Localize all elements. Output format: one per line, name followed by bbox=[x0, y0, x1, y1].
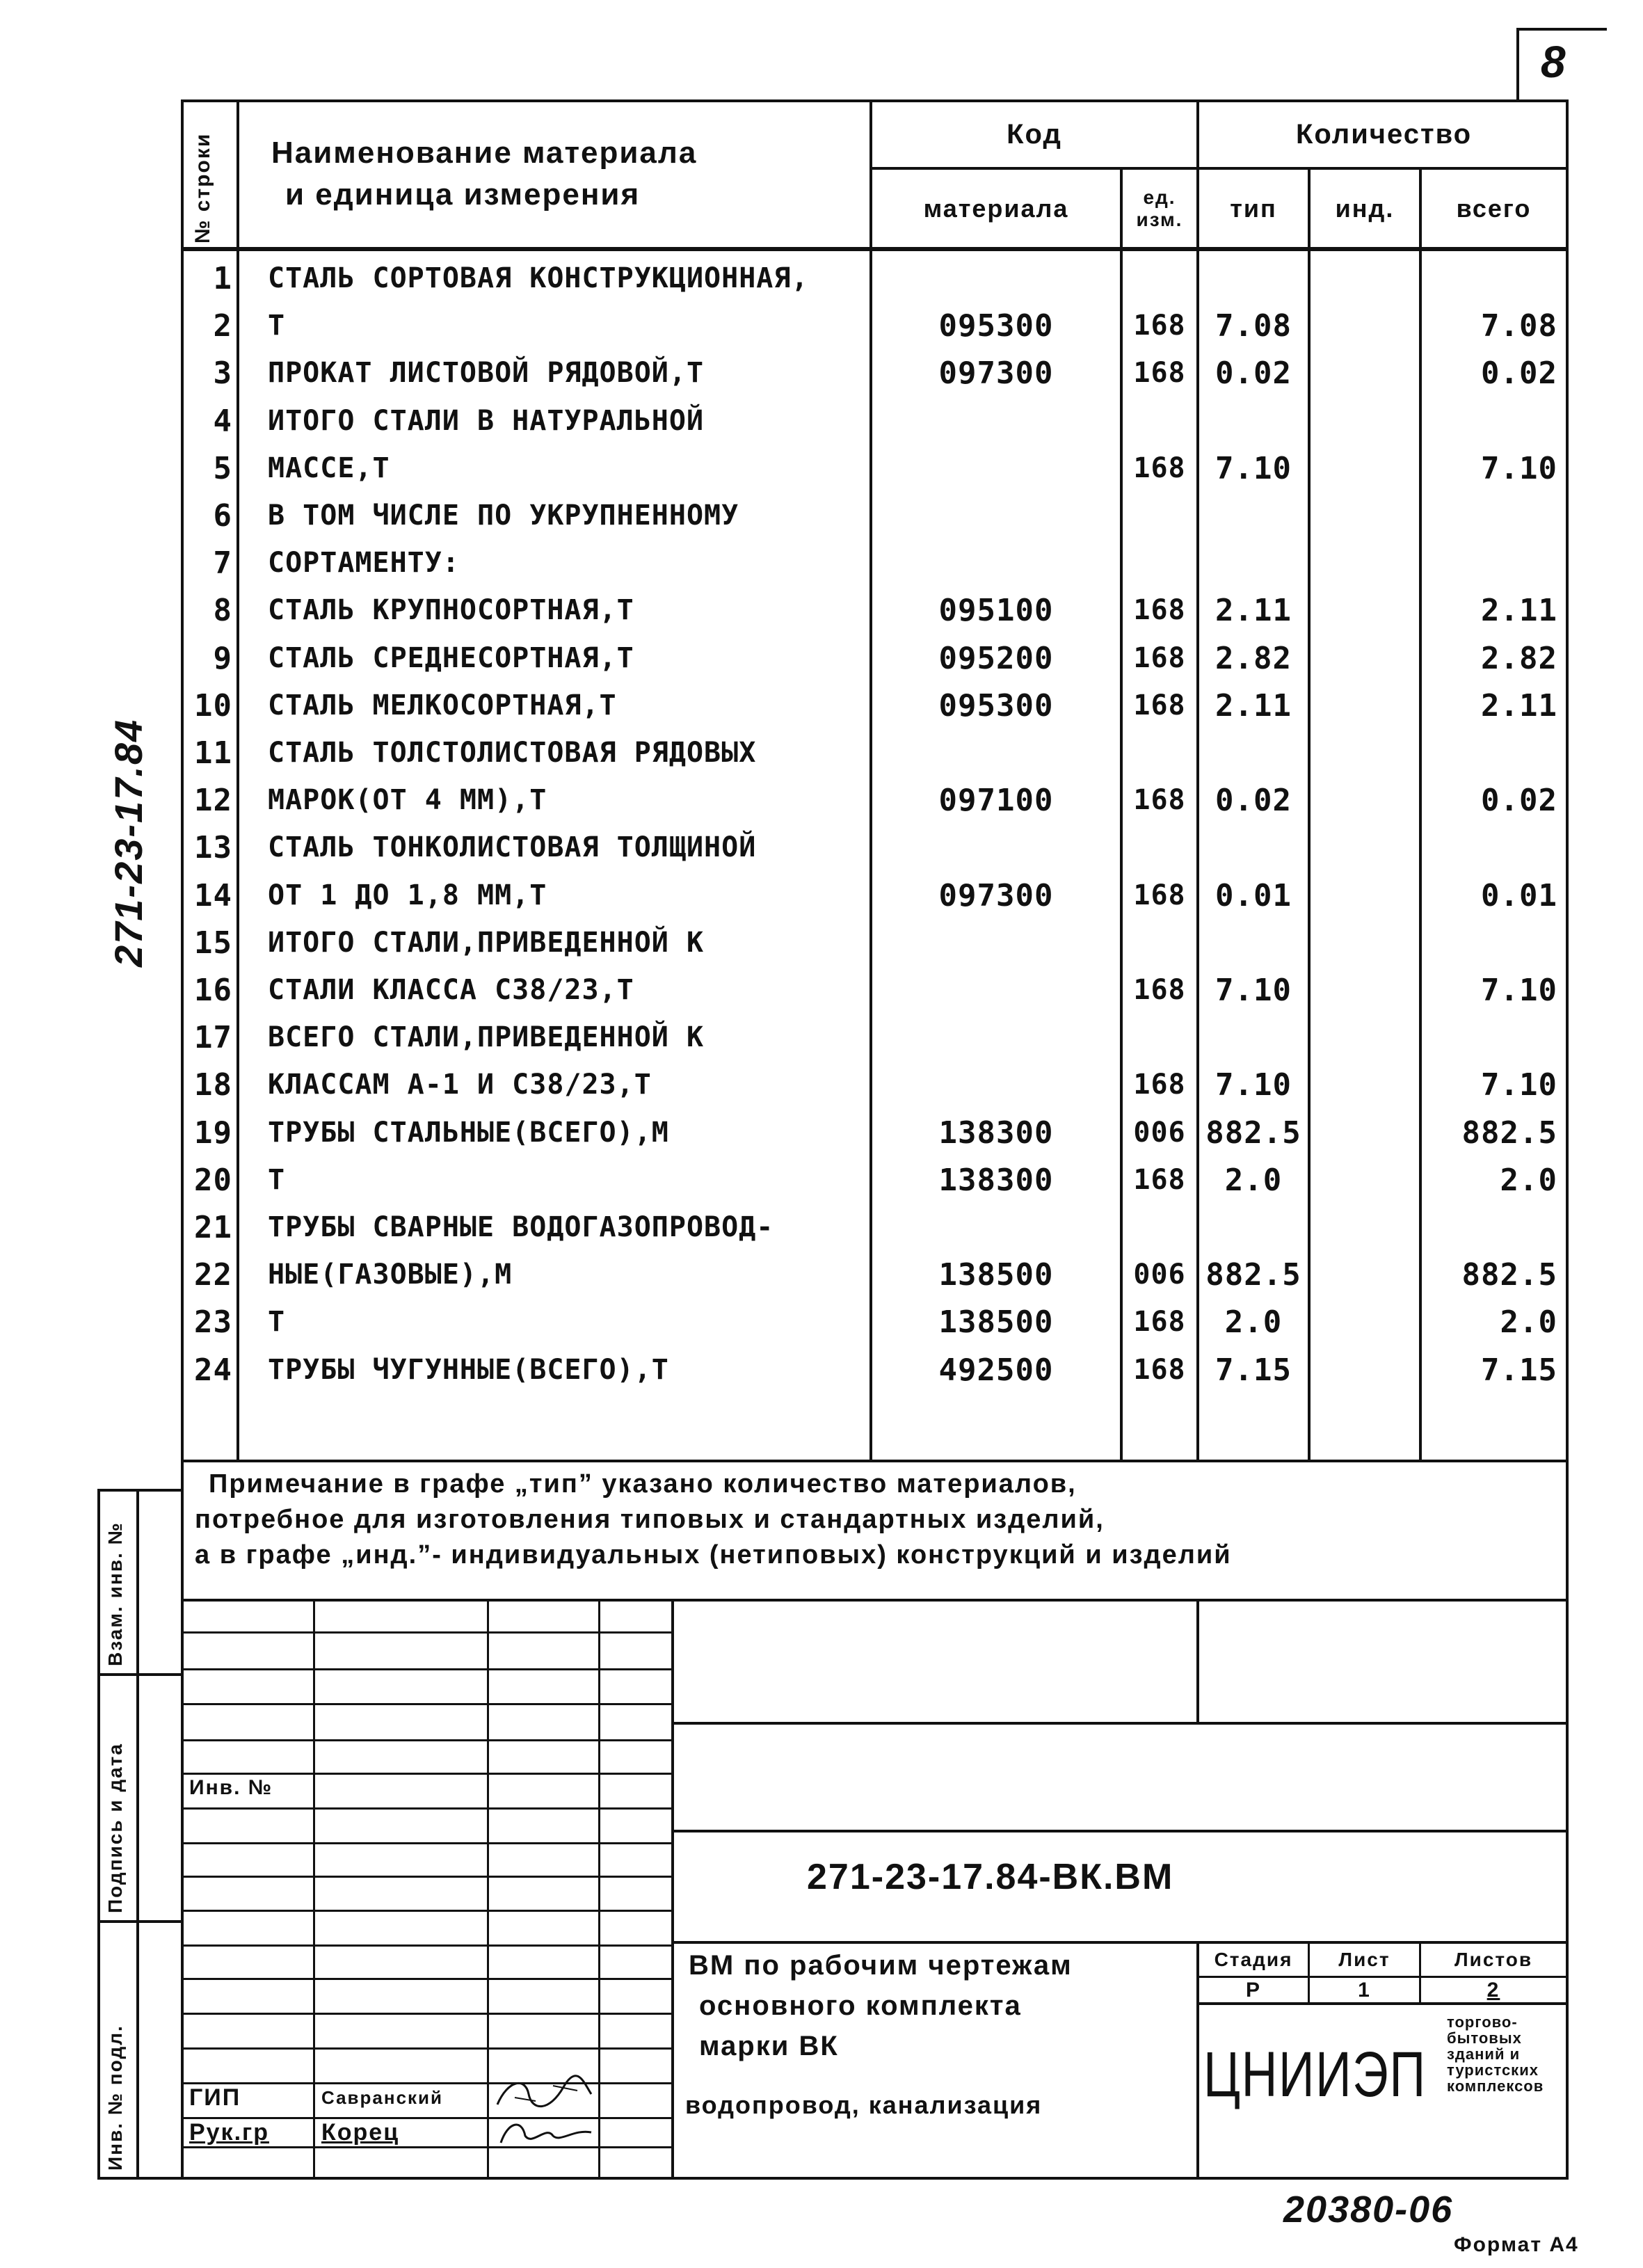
row-material-code bbox=[872, 729, 1120, 776]
header-total: всего bbox=[1456, 193, 1532, 223]
row-unit bbox=[1123, 919, 1196, 966]
row-unit bbox=[1123, 397, 1196, 445]
row-material-code: 138300 bbox=[938, 1115, 1054, 1151]
row-name: СТАЛЬ КРУПНОСОРТНАЯ,Т bbox=[268, 594, 634, 626]
archive-number: 20380-06 bbox=[1283, 2189, 1454, 2230]
stage-label: Стадия bbox=[1214, 1949, 1293, 1970]
row-qty-ind bbox=[1311, 492, 1419, 539]
row-name: МАРОК(ОТ 4 ММ),Т bbox=[268, 784, 547, 816]
row-name: ИТОГО СТАЛИ В НАТУРАЛЬНОЙ bbox=[268, 405, 705, 437]
row-qty-ind bbox=[1311, 586, 1419, 634]
row-number: 3 bbox=[213, 355, 232, 391]
row-qty-type: 882.5 bbox=[1205, 1256, 1301, 1293]
title-line-2: основного комплекта bbox=[699, 1990, 1022, 2021]
sheet-value: 1 bbox=[1358, 1978, 1371, 2002]
org-desc-4: туристских bbox=[1447, 2061, 1539, 2079]
row-unit: 168 bbox=[1133, 594, 1186, 626]
row-qty-total: 2.11 bbox=[1481, 592, 1557, 628]
row-number: 5 bbox=[213, 450, 232, 486]
row-qty-ind bbox=[1311, 302, 1419, 349]
row-material-code: 138500 bbox=[938, 1304, 1054, 1340]
row-qty-type bbox=[1199, 824, 1308, 871]
frame-right bbox=[1566, 99, 1569, 2180]
row-qty-ind bbox=[1311, 397, 1419, 445]
row-qty-total bbox=[1422, 397, 1557, 445]
row-name: МАССЕ,Т bbox=[268, 452, 390, 484]
inv-number-label: Инв. № bbox=[189, 1776, 273, 1799]
row-name: ИТОГО СТАЛИ,ПРИВЕДЕННОЙ К bbox=[268, 927, 705, 959]
row-number: 4 bbox=[213, 403, 232, 439]
row-qty-total bbox=[1422, 255, 1557, 302]
row-number: 6 bbox=[213, 497, 232, 534]
row-qty-type: 882.5 bbox=[1205, 1115, 1301, 1151]
name-ruk-gr: Корец bbox=[321, 2119, 400, 2146]
row-material-code: 492500 bbox=[938, 1352, 1054, 1388]
header-row-number: № строки bbox=[191, 132, 214, 243]
row-number: 22 bbox=[194, 1256, 232, 1293]
row-qty-ind bbox=[1311, 1298, 1419, 1345]
row-unit: 168 bbox=[1133, 1069, 1186, 1101]
row-qty-type bbox=[1199, 729, 1308, 776]
sheets-value: 2 bbox=[1486, 1978, 1500, 2002]
row-name: СТАЛЬ ТОНКОЛИСТОВАЯ ТОЛЩИНОЙ bbox=[268, 831, 757, 863]
sheets-label: Листов bbox=[1454, 1949, 1533, 1970]
row-unit bbox=[1123, 824, 1196, 871]
row-qty-total: 7.15 bbox=[1481, 1352, 1557, 1388]
row-material-code bbox=[872, 1014, 1120, 1061]
header-quantity: Количество bbox=[1295, 119, 1473, 150]
row-name: ВСЕГО СТАЛИ,ПРИВЕДЕННОЙ К bbox=[268, 1021, 705, 1053]
header-unit: ед. изм. bbox=[1136, 186, 1183, 230]
row-number: 8 bbox=[213, 592, 232, 628]
row-material-code bbox=[872, 919, 1120, 966]
row-unit bbox=[1123, 1014, 1196, 1061]
row-number: 1 bbox=[213, 260, 232, 296]
row-qty-ind bbox=[1311, 1346, 1419, 1393]
row-qty-type bbox=[1199, 492, 1308, 539]
row-qty-total: 7.08 bbox=[1481, 308, 1557, 344]
row-material-code: 095300 bbox=[938, 687, 1054, 724]
row-unit bbox=[1123, 539, 1196, 586]
row-material-code: 138500 bbox=[938, 1256, 1054, 1293]
title-line-3: марки ВК bbox=[699, 2031, 839, 2061]
row-number: 10 bbox=[194, 687, 232, 724]
row-unit: 168 bbox=[1133, 689, 1186, 721]
row-material-code bbox=[872, 1061, 1120, 1108]
row-qty-type: 7.08 bbox=[1215, 308, 1292, 344]
row-name: ТРУБЫ ЧУГУННЫЕ(ВСЕГО),Т bbox=[268, 1354, 669, 1386]
row-qty-total: 2.11 bbox=[1481, 687, 1557, 724]
row-unit: 168 bbox=[1133, 879, 1186, 911]
row-qty-ind bbox=[1311, 349, 1419, 397]
row-number: 2 bbox=[213, 308, 232, 344]
note-line-2: потребное для изготовления типовых и стандартных изделий, bbox=[195, 1505, 1105, 1534]
row-number: 19 bbox=[194, 1115, 232, 1151]
org-logo: ЦНИИЭП bbox=[1203, 2039, 1427, 2110]
row-name: ТРУБЫ СТАЛЬНЫЕ(ВСЕГО),М bbox=[268, 1117, 669, 1149]
row-qty-ind bbox=[1311, 1251, 1419, 1298]
row-number: 14 bbox=[194, 877, 232, 913]
row-qty-total: 0.02 bbox=[1481, 355, 1557, 391]
row-qty-type: 0.01 bbox=[1215, 877, 1292, 913]
row-number: 21 bbox=[194, 1209, 232, 1245]
row-unit bbox=[1123, 255, 1196, 302]
row-material-code: 097300 bbox=[938, 355, 1054, 391]
row-qty-type: 7.10 bbox=[1215, 450, 1292, 486]
row-qty-ind bbox=[1311, 445, 1419, 492]
row-qty-total: 882.5 bbox=[1461, 1256, 1557, 1293]
row-qty-ind bbox=[1311, 776, 1419, 824]
row-unit: 168 bbox=[1133, 1306, 1186, 1338]
row-qty-total: 0.02 bbox=[1481, 782, 1557, 818]
row-qty-total: 2.0 bbox=[1500, 1162, 1557, 1198]
row-qty-ind bbox=[1311, 1061, 1419, 1108]
row-qty-ind bbox=[1311, 539, 1419, 586]
row-qty-type: 7.10 bbox=[1215, 1067, 1292, 1103]
row-qty-ind bbox=[1311, 966, 1419, 1014]
row-number: 20 bbox=[194, 1162, 232, 1198]
row-number: 18 bbox=[194, 1067, 232, 1103]
row-name: ОТ 1 ДО 1,8 ММ,Т bbox=[268, 879, 547, 911]
row-qty-type: 2.11 bbox=[1215, 687, 1292, 724]
row-number: 13 bbox=[194, 829, 232, 865]
row-qty-ind bbox=[1311, 1156, 1419, 1204]
signature-2 bbox=[494, 2115, 598, 2150]
row-qty-type: 2.11 bbox=[1215, 592, 1292, 628]
row-qty-total bbox=[1422, 824, 1557, 871]
row-qty-type: 2.0 bbox=[1224, 1304, 1283, 1340]
row-qty-type: 0.02 bbox=[1215, 782, 1292, 818]
row-unit: 168 bbox=[1133, 452, 1186, 484]
row-unit: 168 bbox=[1133, 1164, 1186, 1196]
row-unit: 006 bbox=[1133, 1117, 1186, 1149]
row-qty-ind bbox=[1311, 919, 1419, 966]
row-qty-ind bbox=[1311, 872, 1419, 919]
row-qty-type: 2.82 bbox=[1215, 640, 1292, 676]
row-qty-type: 2.0 bbox=[1224, 1162, 1283, 1198]
row-qty-ind bbox=[1311, 1014, 1419, 1061]
row-material-code bbox=[872, 492, 1120, 539]
row-material-code: 097100 bbox=[938, 782, 1054, 818]
row-qty-total: 0.01 bbox=[1481, 877, 1557, 913]
row-number: 23 bbox=[194, 1304, 232, 1340]
row-material-code bbox=[872, 1204, 1120, 1251]
row-qty-total: 7.10 bbox=[1481, 1067, 1557, 1103]
row-material-code: 095300 bbox=[938, 308, 1054, 344]
row-qty-total: 882.5 bbox=[1461, 1115, 1557, 1151]
header-name-line2: и единица измерения bbox=[285, 177, 641, 211]
row-number: 17 bbox=[194, 1019, 232, 1055]
org-desc-3: зданий и bbox=[1447, 2045, 1521, 2063]
row-name: Т bbox=[268, 1306, 286, 1338]
row-unit: 168 bbox=[1133, 357, 1186, 389]
row-name: КЛАССАМ А-1 И С38/23,Т bbox=[268, 1069, 652, 1101]
row-qty-total: 2.82 bbox=[1481, 640, 1557, 676]
row-qty-type bbox=[1199, 397, 1308, 445]
row-qty-total: 7.10 bbox=[1481, 450, 1557, 486]
row-name: СТАЛЬ МЕЛКОСОРТНАЯ,Т bbox=[268, 689, 617, 721]
row-material-code bbox=[872, 397, 1120, 445]
row-name: В ТОМ ЧИСЛЕ ПО УКРУПНЕННОМУ bbox=[268, 500, 739, 532]
org-desc-2: бытовых bbox=[1447, 2029, 1522, 2047]
stage-value: Р bbox=[1245, 1978, 1261, 2002]
row-name: СОРТАМЕНТУ: bbox=[268, 547, 460, 579]
row-qty-ind bbox=[1311, 634, 1419, 682]
row-number: 12 bbox=[194, 782, 232, 818]
row-name: НЫЕ(ГАЗОВЫЕ),М bbox=[268, 1259, 513, 1291]
row-qty-type bbox=[1199, 1014, 1308, 1061]
row-number: 15 bbox=[194, 925, 232, 961]
row-name: ПРОКАТ ЛИСТОВОЙ РЯДОВОЙ,Т bbox=[268, 357, 705, 389]
document-code: 271-23-17.84-ВК.ВМ bbox=[807, 1857, 1174, 1897]
row-name: СТАЛЬ ТОЛСТОЛИСТОВАЯ РЯДОВЫХ bbox=[268, 737, 757, 769]
row-material-code bbox=[872, 255, 1120, 302]
frame-bottom bbox=[181, 2177, 1569, 2180]
row-qty-type bbox=[1199, 539, 1308, 586]
row-material-code: 097300 bbox=[938, 877, 1054, 913]
row-name: ТРУБЫ СВАРНЫЕ ВОДОГАЗОПРОВОД- bbox=[268, 1211, 774, 1243]
row-unit bbox=[1123, 1204, 1196, 1251]
row-name: СТАЛИ КЛАССА С38/23,Т bbox=[268, 974, 634, 1006]
org-desc-1: торгово- bbox=[1447, 2013, 1518, 2031]
row-qty-total: 2.0 bbox=[1500, 1304, 1557, 1340]
row-qty-total bbox=[1422, 492, 1557, 539]
row-material-code bbox=[872, 824, 1120, 871]
row-number: 7 bbox=[213, 545, 232, 581]
page-number: 8 bbox=[1541, 37, 1567, 87]
stamp-vzam-inv: Взам. инв. № bbox=[104, 1522, 126, 1666]
row-qty-ind bbox=[1311, 1109, 1419, 1156]
row-number: 24 bbox=[194, 1352, 232, 1388]
format-label: Формат А4 bbox=[1454, 2233, 1579, 2256]
row-name: Т bbox=[268, 1164, 286, 1196]
row-material-code bbox=[872, 445, 1120, 492]
sheet-label: Лист bbox=[1338, 1949, 1390, 1970]
row-name: Т bbox=[268, 310, 286, 342]
row-material-code: 095200 bbox=[938, 640, 1054, 676]
row-qty-type bbox=[1199, 1204, 1308, 1251]
org-desc-5: комплексов bbox=[1447, 2077, 1544, 2095]
row-material-code: 138300 bbox=[938, 1162, 1054, 1198]
row-unit: 168 bbox=[1133, 310, 1186, 342]
row-number: 11 bbox=[194, 735, 232, 771]
row-qty-total bbox=[1422, 1204, 1557, 1251]
header-material: материала bbox=[923, 193, 1069, 223]
side-document-code: 271-23-17.84 bbox=[106, 718, 150, 967]
row-unit: 168 bbox=[1133, 642, 1186, 674]
org-description bbox=[1447, 2014, 1544, 2094]
row-material-code bbox=[872, 966, 1120, 1014]
row-qty-total bbox=[1422, 1014, 1557, 1061]
title-line-1: ВМ по рабочим чертежам bbox=[689, 1950, 1073, 1981]
note-line-1: Примечание в графе „тип” указано количество материалов, bbox=[209, 1469, 1077, 1499]
role-gip: ГИП bbox=[189, 2084, 241, 2111]
row-number: 16 bbox=[194, 972, 232, 1008]
row-unit: 006 bbox=[1133, 1259, 1186, 1291]
row-qty-type bbox=[1199, 919, 1308, 966]
title-subtitle: водопровод, канализация bbox=[685, 2091, 1043, 2119]
row-unit: 168 bbox=[1133, 974, 1186, 1006]
row-qty-ind bbox=[1311, 255, 1419, 302]
row-qty-ind bbox=[1311, 824, 1419, 871]
row-material-code: 095100 bbox=[938, 592, 1054, 628]
header-name-line1: Наименование материала bbox=[271, 136, 698, 170]
row-qty-total bbox=[1422, 729, 1557, 776]
row-qty-total bbox=[1422, 919, 1557, 966]
header-ind: инд. bbox=[1335, 193, 1395, 223]
signature-1 bbox=[487, 2073, 598, 2115]
row-qty-type bbox=[1199, 255, 1308, 302]
row-qty-ind bbox=[1311, 1204, 1419, 1251]
name-gip: Савранский bbox=[321, 2087, 444, 2108]
row-qty-type: 0.02 bbox=[1215, 355, 1292, 391]
stamp-inv-podl: Инв. № подл. bbox=[104, 2025, 126, 2171]
row-qty-type: 7.15 bbox=[1215, 1352, 1292, 1388]
row-unit: 168 bbox=[1133, 1354, 1186, 1386]
role-ruk-gr: Рук.гр bbox=[189, 2119, 269, 2146]
row-unit bbox=[1123, 492, 1196, 539]
row-qty-ind bbox=[1311, 729, 1419, 776]
row-qty-type: 7.10 bbox=[1215, 972, 1292, 1008]
note-line-3: а в графе „инд.”- индивидуальных (нетиповых) конструкций и изделий bbox=[195, 1540, 1232, 1570]
row-qty-ind bbox=[1311, 682, 1419, 729]
stamp-podpis-data: Подпись и дата bbox=[104, 1743, 126, 1913]
row-name: СТАЛЬ СРЕДНЕСОРТНАЯ,Т bbox=[268, 642, 634, 674]
header-type: тип bbox=[1230, 193, 1277, 223]
row-material-code bbox=[872, 539, 1120, 586]
row-unit: 168 bbox=[1133, 784, 1186, 816]
header-code: Код bbox=[1007, 119, 1062, 150]
row-name: СТАЛЬ СОРТОВАЯ КОНСТРУКЦИОННАЯ, bbox=[268, 262, 809, 294]
row-qty-total: 7.10 bbox=[1481, 972, 1557, 1008]
row-qty-total bbox=[1422, 539, 1557, 586]
row-unit bbox=[1123, 729, 1196, 776]
row-number: 9 bbox=[213, 640, 232, 676]
